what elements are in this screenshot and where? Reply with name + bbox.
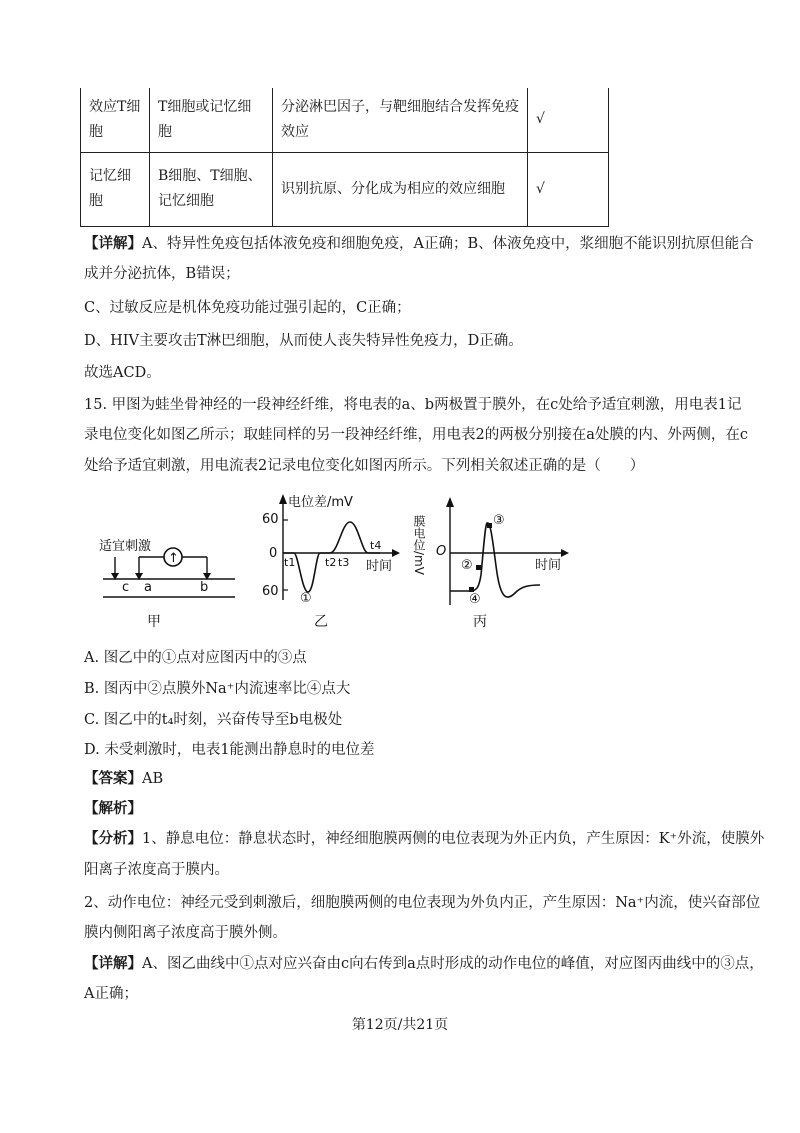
detail-line: 故选ACD。 <box>84 365 161 381</box>
point-1-label: ① <box>300 591 312 606</box>
figure-caption: 丙 <box>473 614 487 630</box>
detail-label: 【详解】 <box>84 235 142 252</box>
label-a: a <box>144 580 152 595</box>
figure-caption: 乙 <box>314 614 328 630</box>
table-cell: √ <box>528 152 609 226</box>
page-footer: 第12页/共21页 <box>351 1017 449 1033</box>
y-axis-label: 电位差/mV <box>288 495 353 510</box>
table-cell: 效应T细胞 <box>81 88 150 152</box>
x-axis-label: 时间 <box>366 559 393 574</box>
detail-line <box>84 954 764 974</box>
y-axis-arrow <box>446 497 454 507</box>
label-c: c <box>122 580 130 595</box>
question-line: 录电位变化如图乙所示；取蛙同样的另一段神经纤维，用电表2的两极分别接在a处膜的内、外两侧，在c <box>84 427 748 443</box>
option-d: D. 未受刺激时，电表1能测出静息时的电位差 <box>84 742 375 758</box>
table-cell: T细胞或记忆细胞 <box>150 88 273 152</box>
y-tick-bottom: 60 <box>262 584 279 599</box>
analysis-line: 阳离子浓度高于膜内。 <box>84 862 229 878</box>
y-axis-label: 膜电位/mV <box>412 515 426 575</box>
y-tick-zero: 0 <box>269 546 278 561</box>
table-cell: 分泌淋巴因子，与靶细胞结合发挥免疫效应 <box>273 88 528 152</box>
option-c: C. 图乙中的t₄时刻，兴奋传导至b电极处 <box>84 712 343 728</box>
stimulus-label: 适宜刺激 <box>99 539 152 554</box>
detail-text: A、特异性免疫包括体液免疫和细胞免疫，A正确；B、体液免疫中，浆细胞不能识别抗原但能合 <box>142 236 754 252</box>
point-3-label: ③ <box>493 513 505 528</box>
figure-yi <box>258 490 408 630</box>
analysis-line: 膜内侧阳离子浓度高于膜外侧。 <box>84 925 287 941</box>
y-axis-arrow <box>279 494 287 504</box>
answer-line <box>84 769 163 789</box>
table-cell: 识别抗原、分化成为相应的效应细胞 <box>273 152 528 226</box>
analysis-line <box>84 829 764 849</box>
immune-cell-table <box>80 88 609 227</box>
x-axis-arrow <box>392 549 400 557</box>
detail-label: 【详解】 <box>84 955 142 972</box>
meter-needle: ↑ <box>168 551 179 566</box>
table-cell: 记忆细胞 <box>81 152 150 226</box>
analysis-line: 2、动作电位：神经元受到刺激后，细胞膜两侧的电位表现为外负内正，产生原因：Na⁺内流，使兴奋部位 <box>84 895 761 911</box>
question-line: 处给予适宜刺激，用电流表2记录电位变化如图丙所示。下列相关叙述正确的是（ ） <box>84 458 645 474</box>
detail-line <box>84 234 754 254</box>
answer-value: AB <box>142 771 164 787</box>
point-2-marker <box>476 565 481 570</box>
fenxi-label: 【分析】 <box>84 830 142 847</box>
tick-t4: t4 <box>370 539 382 552</box>
figure-jia <box>95 530 245 630</box>
label-b: b <box>200 580 209 595</box>
table-cell: √ <box>528 88 609 152</box>
figure-bing <box>412 495 575 630</box>
detail-text: A、图乙曲线中①点对应兴奋由c向右传到a点时形成的动作电位的峰值，对应图丙曲线中的③点， <box>142 956 764 972</box>
option-a: A. 图乙中的①点对应图丙中的③点 <box>84 650 307 666</box>
y-tick-top: 60 <box>262 512 279 527</box>
table-row <box>81 88 609 152</box>
table-cell: B细胞、T细胞、记忆细胞 <box>150 152 273 226</box>
tick-t2: t2 <box>325 556 337 569</box>
detail-line: 成并分泌抗体，B错误； <box>84 266 240 282</box>
detail-line: C、过敏反应是机体免疫功能过强引起的，C正确； <box>84 300 411 316</box>
point-4-label: ④ <box>469 592 481 607</box>
fenxi-text: 1、静息电位：静息状态时，神经细胞膜两侧的电位表现为外正内负，产生原因：K⁺外流，使膜外 <box>142 831 765 847</box>
tick-t1: t1 <box>284 556 296 569</box>
x-axis-arrow <box>561 549 569 557</box>
figure-caption: 甲 <box>147 614 161 630</box>
option-b: B. 图丙中②点膜外Na⁺内流速率比④点大 <box>84 681 351 697</box>
answer-label: 【答案】 <box>84 770 142 787</box>
detail-line: D、HIV主要攻击T淋巴细胞，从而使人丧失特异性免疫力，D正确。 <box>84 333 523 349</box>
point-2-label: ② <box>461 558 473 573</box>
table-row <box>81 152 609 226</box>
origin-label: O <box>436 544 447 559</box>
point-3-marker <box>487 523 492 528</box>
analysis-label: 【解析】 <box>84 800 142 817</box>
tick-t3: t3 <box>338 556 350 569</box>
question-line: 15. 甲图为蛙坐骨神经的一段神经纤维，将电表的a、b两极置于膜外，在c处给予适宜刺激，用电表1记 <box>84 397 742 413</box>
detail-line: A正确； <box>84 986 138 1002</box>
x-axis-label: 时间 <box>535 558 562 573</box>
